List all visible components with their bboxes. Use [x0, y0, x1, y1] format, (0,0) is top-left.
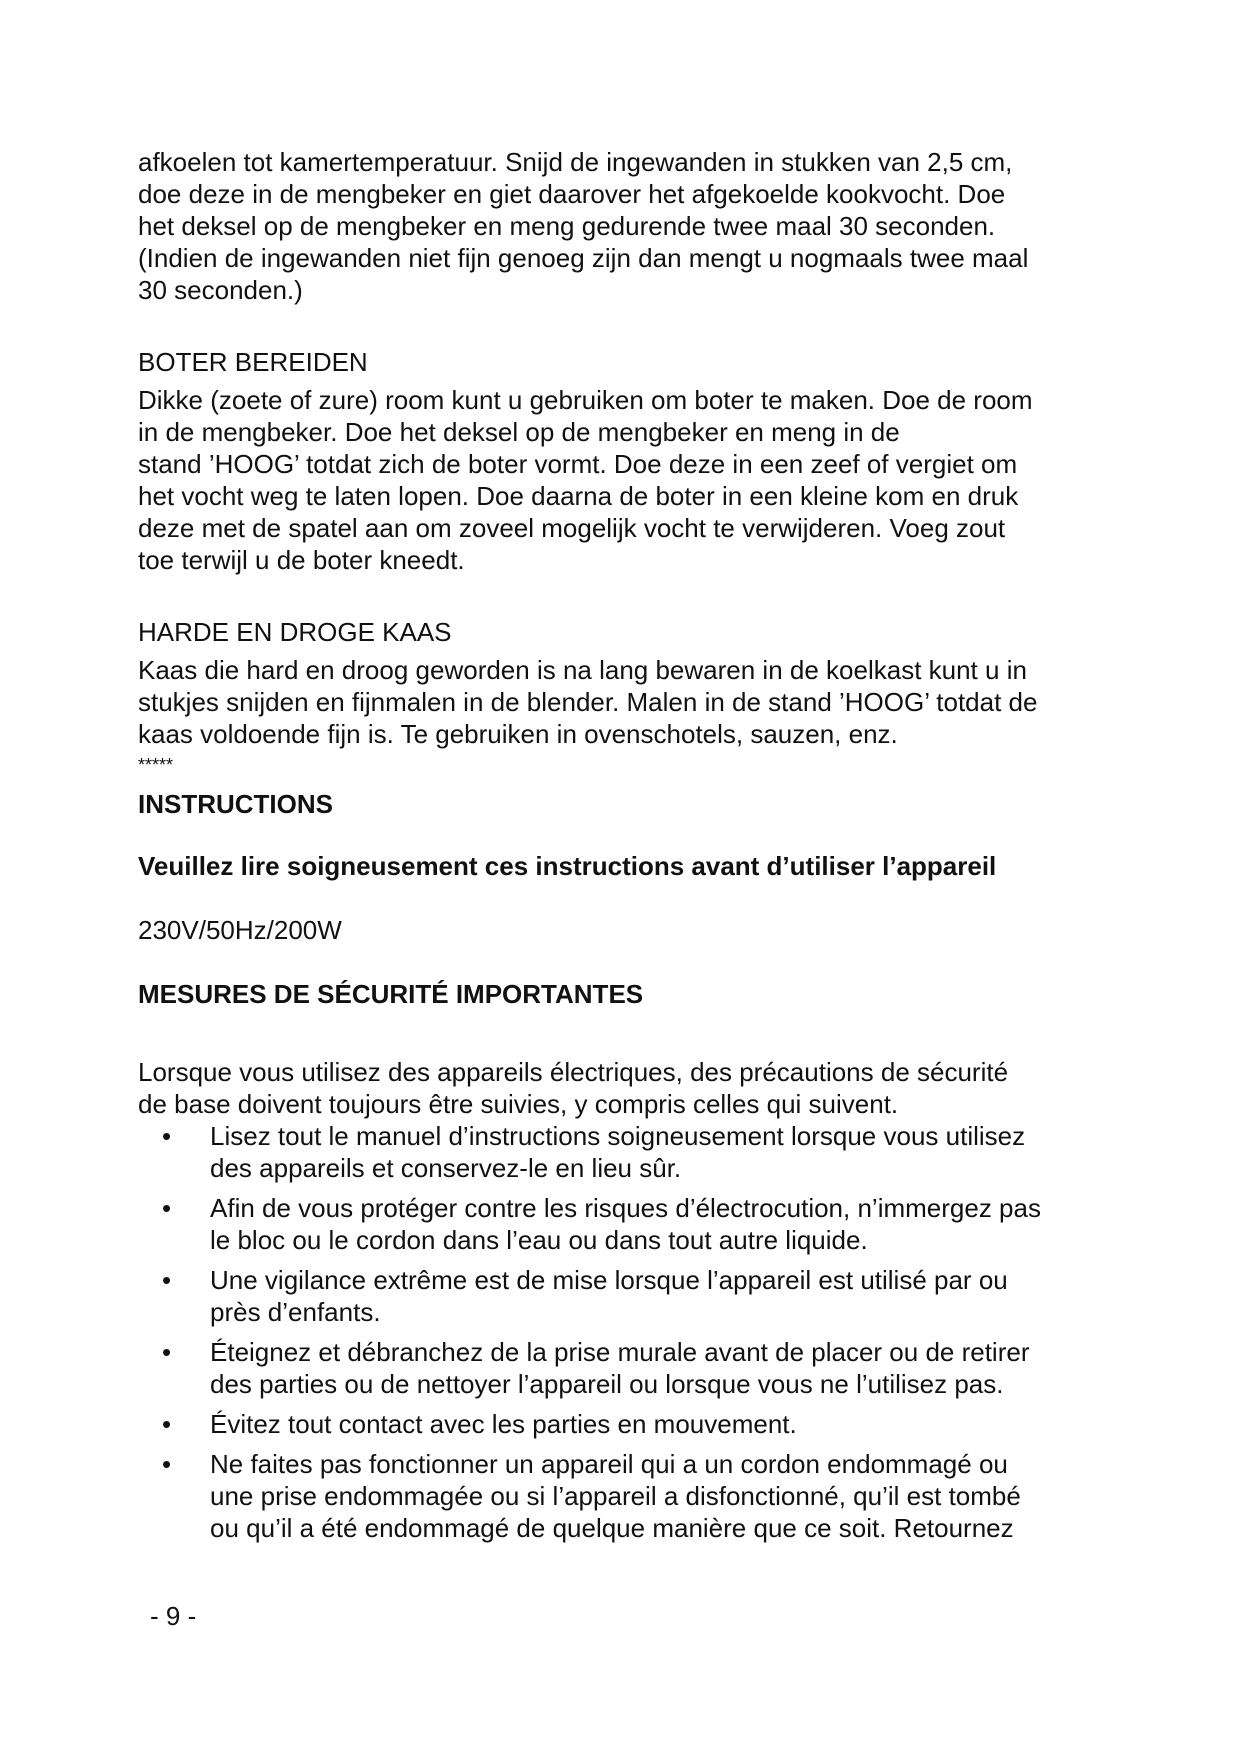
list-item-text: Ne faites pas fonctionner un appareil qui a un cordon endommagé ou une prise endommagée ou si l’appareil a disfonctionné, qu’il est tombé ou qu’il a été endommagé de quelque manière que ce soit. Retournez: [210, 1449, 1021, 1543]
manual-page: [138, 146, 1118, 1552]
power-specs: 230V/50Hz/200W: [138, 915, 342, 945]
safety-list: [138, 1120, 1118, 1544]
cheese-heading: HARDE EN DROGE KAAS: [138, 617, 452, 647]
instructions-heading: INSTRUCTIONS: [138, 789, 333, 819]
safety-heading: MESURES DE SÉCURITÉ IMPORTANTES: [138, 979, 644, 1009]
list-item-text: Évitez tout contact avec les parties en mouvement.: [210, 1409, 797, 1439]
section-separator: *****: [138, 755, 174, 775]
bullet-icon: •: [162, 1193, 172, 1223]
page-number: - 9 -: [150, 1601, 197, 1631]
cheese-paragraph: Kaas die hard en droog geworden is na lang bewaren in de koelkast kunt u in stukjes snijden en fijnmalen in de blender. Malen in de stand ’HOOG’ totdat de kaas voldoende fijn is. Te gebruiken in ovenschotels, sauzen, enz.: [138, 655, 1038, 749]
bullet-icon: •: [162, 1449, 172, 1479]
list-item-text: Éteignez et débranchez de la prise murale avant de placer ou de retirer des parties ou de nettoyer l’appareil ou lorsque vous ne l’utilisez pas.: [210, 1337, 1030, 1399]
list-item: [138, 1408, 1118, 1440]
bullet-icon: •: [162, 1337, 172, 1367]
list-item-text: Afin de vous protéger contre les risques d’électrocution, n’immergez pas le bloc ou le cordon dans l’eau ou dans tout autre liquide.: [210, 1193, 1041, 1255]
read-notice: Veuillez lire soigneusement ces instructions avant d’utiliser l’appareil: [138, 851, 997, 881]
list-item-text: Lisez tout le manuel d’instructions soigneusement lorsque vous utilisez des appareils et conservez-le en lieu sûr.: [210, 1121, 1026, 1183]
bullet-icon: •: [162, 1409, 172, 1439]
list-item: [138, 1336, 1118, 1400]
butter-paragraph: Dikke (zoete of zure) room kunt u gebruiken om boter te maken. Doe de room in de mengbeker. Doe het deksel op de mengbeker en meng in de stand ’HOOG’ totdat zich de boter vormt. Doe deze in een zeef of vergiet om het vocht weg te laten lopen. Doe daarna de boter in een kleine kom en druk deze met de spatel aan om zoveel mogelijk vocht te verwijderen. Voeg zout toe terwijl u de boter kneedt.: [138, 385, 1033, 575]
list-item: [138, 1448, 1118, 1544]
list-item: [138, 1264, 1118, 1328]
bullet-icon: •: [162, 1121, 172, 1151]
list-item-text: Une vigilance extrême est de mise lorsque l’appareil est utilisé par ou près d’enfants.: [210, 1265, 1008, 1327]
list-item: [138, 1120, 1118, 1184]
safety-intro: Lorsque vous utilisez des appareils électriques, des précautions de sécurité de base doivent toujours être suivies, y compris celles qui suivent.: [138, 1057, 1009, 1119]
butter-heading: BOTER BEREIDEN: [138, 347, 368, 377]
intro-paragraph: afkoelen tot kamertemperatuur. Snijd de ingewanden in stukken van 2,5 cm, doe deze in de mengbeker en giet daarover het afgekoelde kookvocht. Doe het deksel op de mengbeker en meng gedurende twee maal 30 seconden. (Indien de ingewanden niet fijn genoeg zijn dan mengt u nogmaals twee maal 30 seconden.): [138, 147, 1029, 305]
bullet-icon: •: [162, 1265, 172, 1295]
list-item: [138, 1192, 1118, 1256]
